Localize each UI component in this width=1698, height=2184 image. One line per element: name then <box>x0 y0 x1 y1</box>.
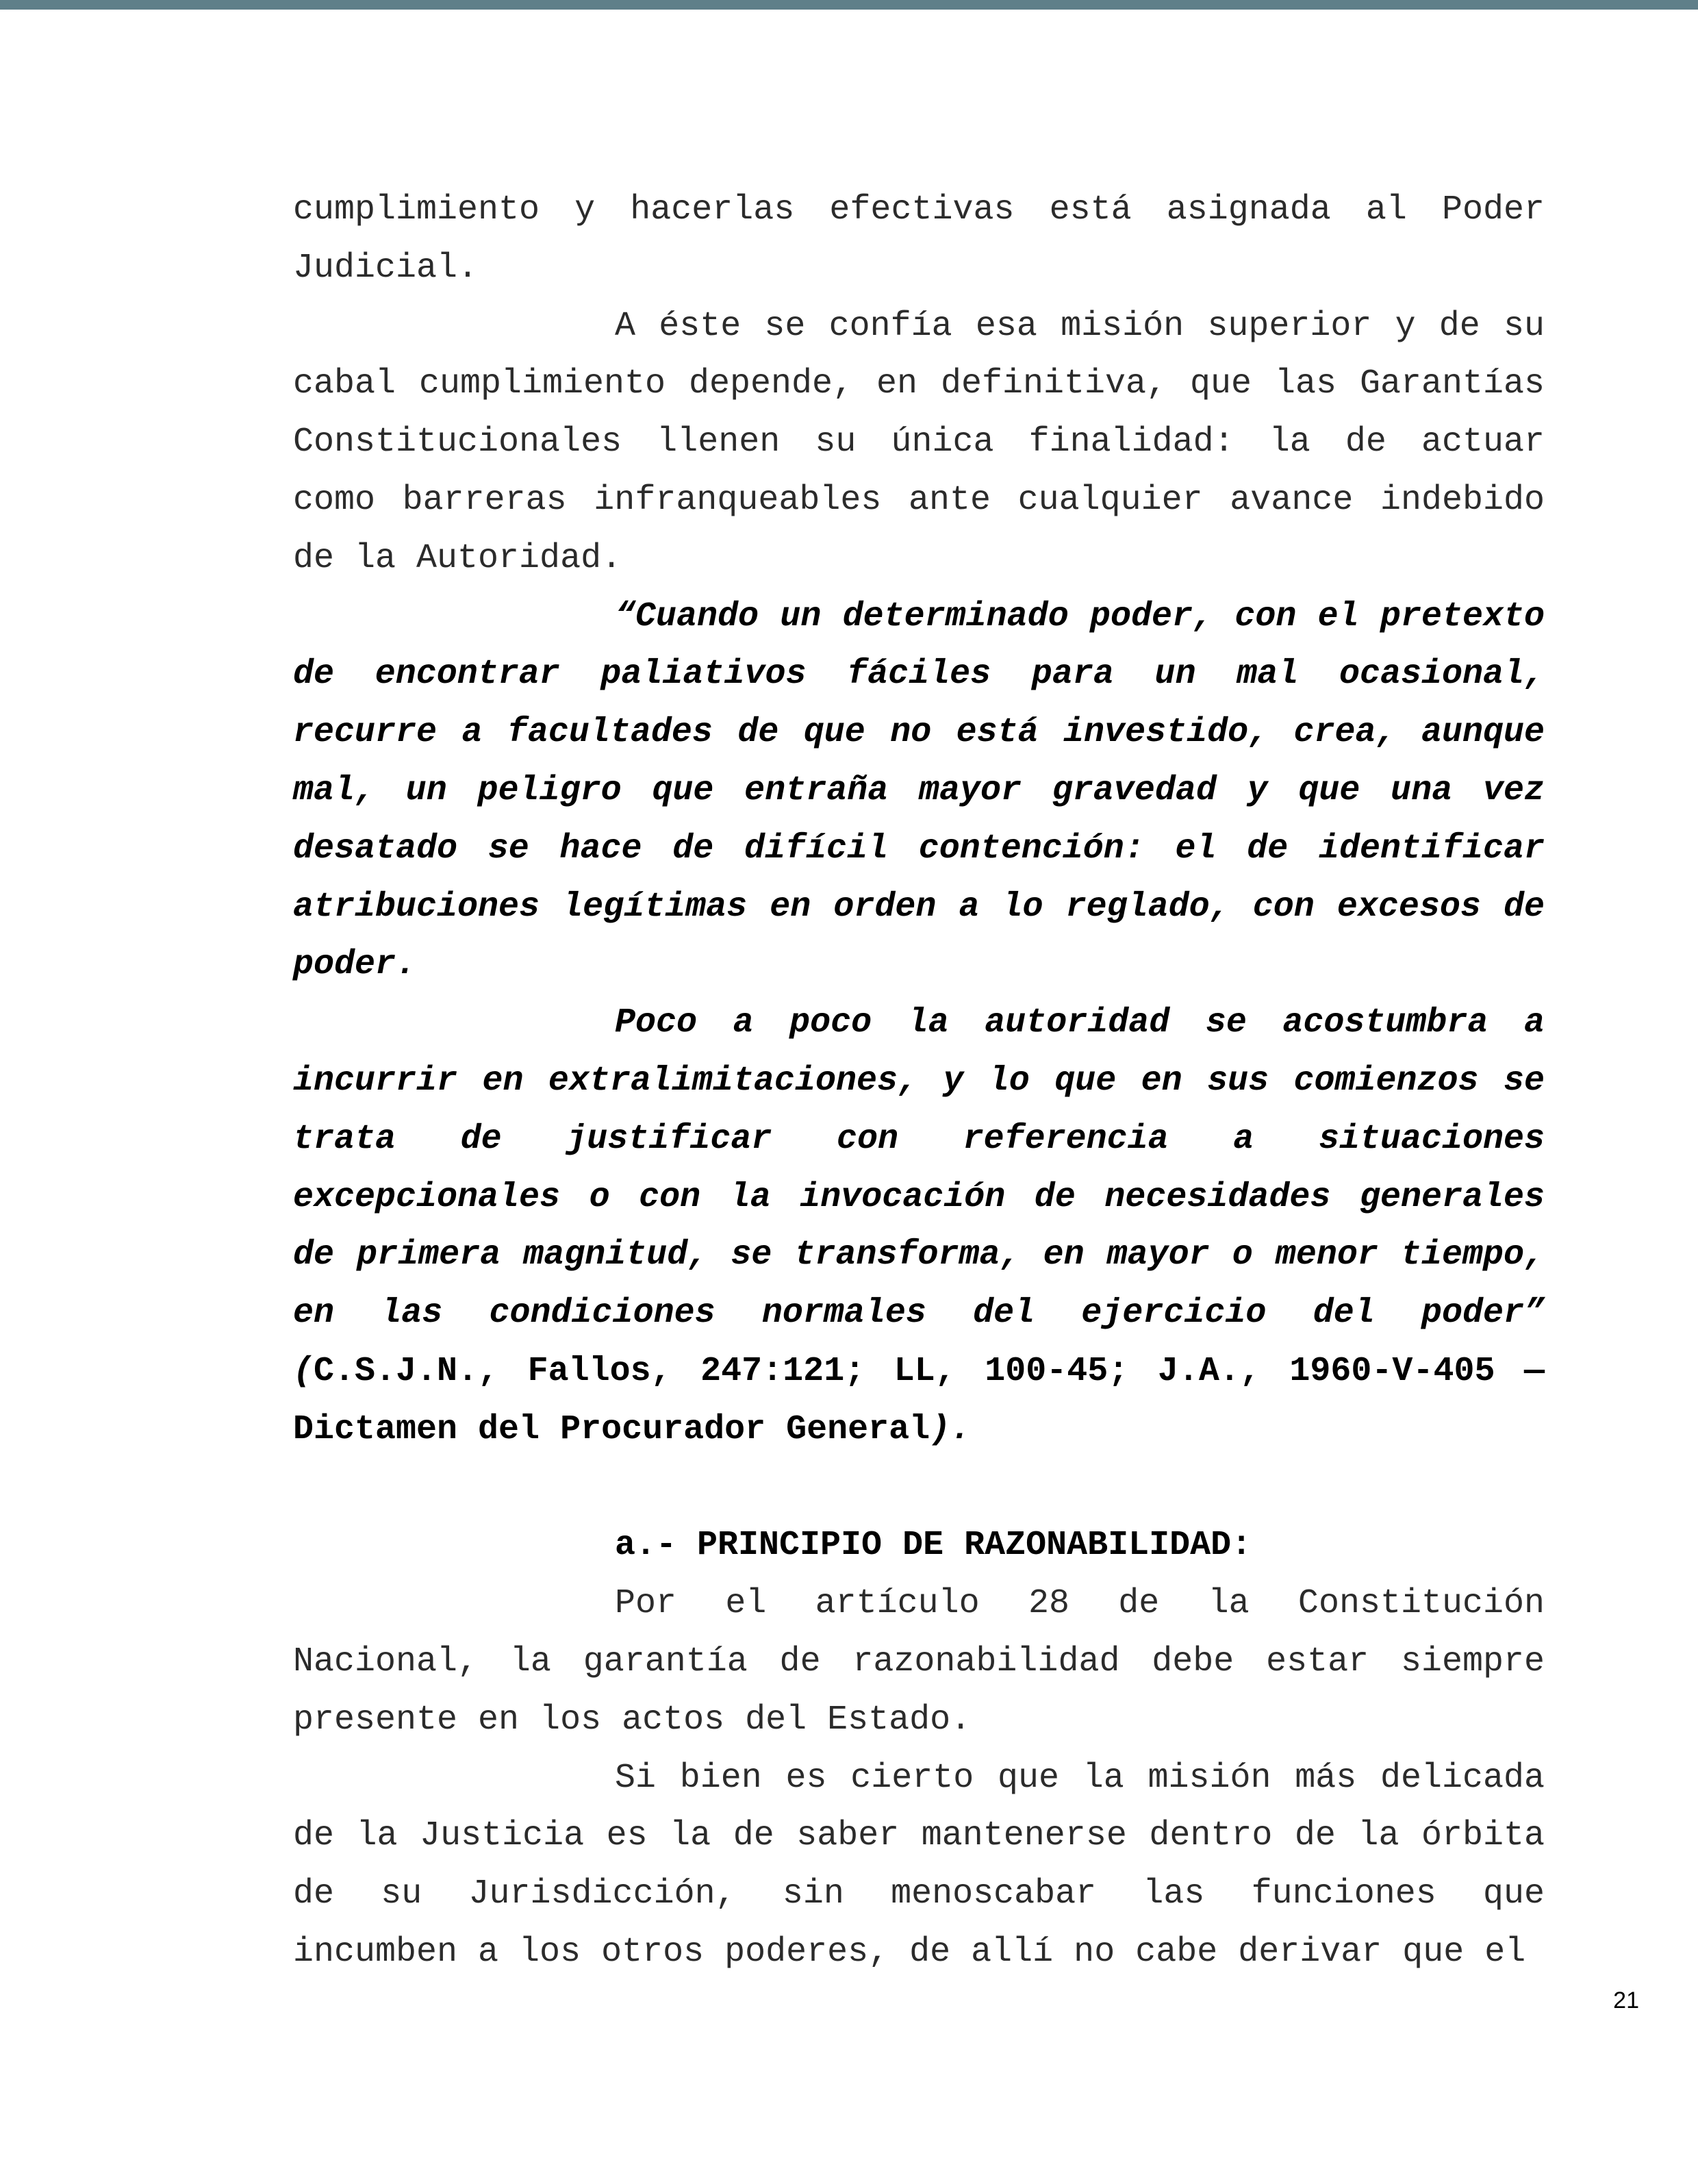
citation: C.S.J.N., Fallos, 247:121; LL, 100-45; J.A., 1960-V-405 — Dictamen del Procurador General <box>293 1351 1545 1449</box>
paragraph-justice-mission: Si bien es cierto que la misión más delicada de la Justicia es la de saber mantenerse dentro de la órbita de su Jurisdicción, sin menoscabar las funciones que incumben a los otros poderes, de allí no cabe derivar que el <box>293 1758 1545 1972</box>
document-body <box>293 181 1545 1982</box>
section-heading: a.- PRINCIPIO DE RAZONABILIDAD: <box>615 1526 1252 1566</box>
quote-paragraph-1: “Cuando un determinado poder, con el pretexto de encontrar paliativos fáciles para un mal ocasional, recurre a facultades de que no está investido, crea, aunque mal, un peligro que entraña mayor gravedad y que una vez desatado se hace de difícil contención: el de identificar atribuciones legítimas en orden a lo reglado, con excesos de poder. <box>293 597 1545 985</box>
quote-paragraph-2 <box>293 994 1545 1459</box>
citation-close: ). <box>930 1409 972 1449</box>
paragraph-article-28: Por el artículo 28 de la Constitución Nacional, la garantía de razonabilidad debe estar siempre presente en los actos del Estado. <box>293 1584 1545 1740</box>
citation-open: ( <box>293 1351 314 1391</box>
paragraph-judicial-mission: A éste se confía esa misión superior y de su cabal cumplimiento depende, en definitiva, que las Garantías Constitucionales llenen su única finalidad: la de actuar como barreras infranqueables ante cualquier avance indebido de la Autoridad. <box>293 306 1545 578</box>
blank-line <box>293 1459 1545 1518</box>
top-accent-bar <box>0 0 1698 10</box>
quote-text: Poco a poco la autoridad se acostumbra a incurrir en extralimitaciones, y lo que en sus comienzos se trata de justificar con referencia a situaciones excepcionales o con la invocación de necesidades generales de primera magnitud, se transforma, en mayor o menor tiempo, en las condiciones normales del ejercicio del poder” <box>293 1003 1545 1333</box>
page-number: 21 <box>1613 1987 1639 2013</box>
paragraph-continuation: cumplimiento y hacerlas efectivas está asignada al Poder Judicial. <box>293 190 1545 288</box>
